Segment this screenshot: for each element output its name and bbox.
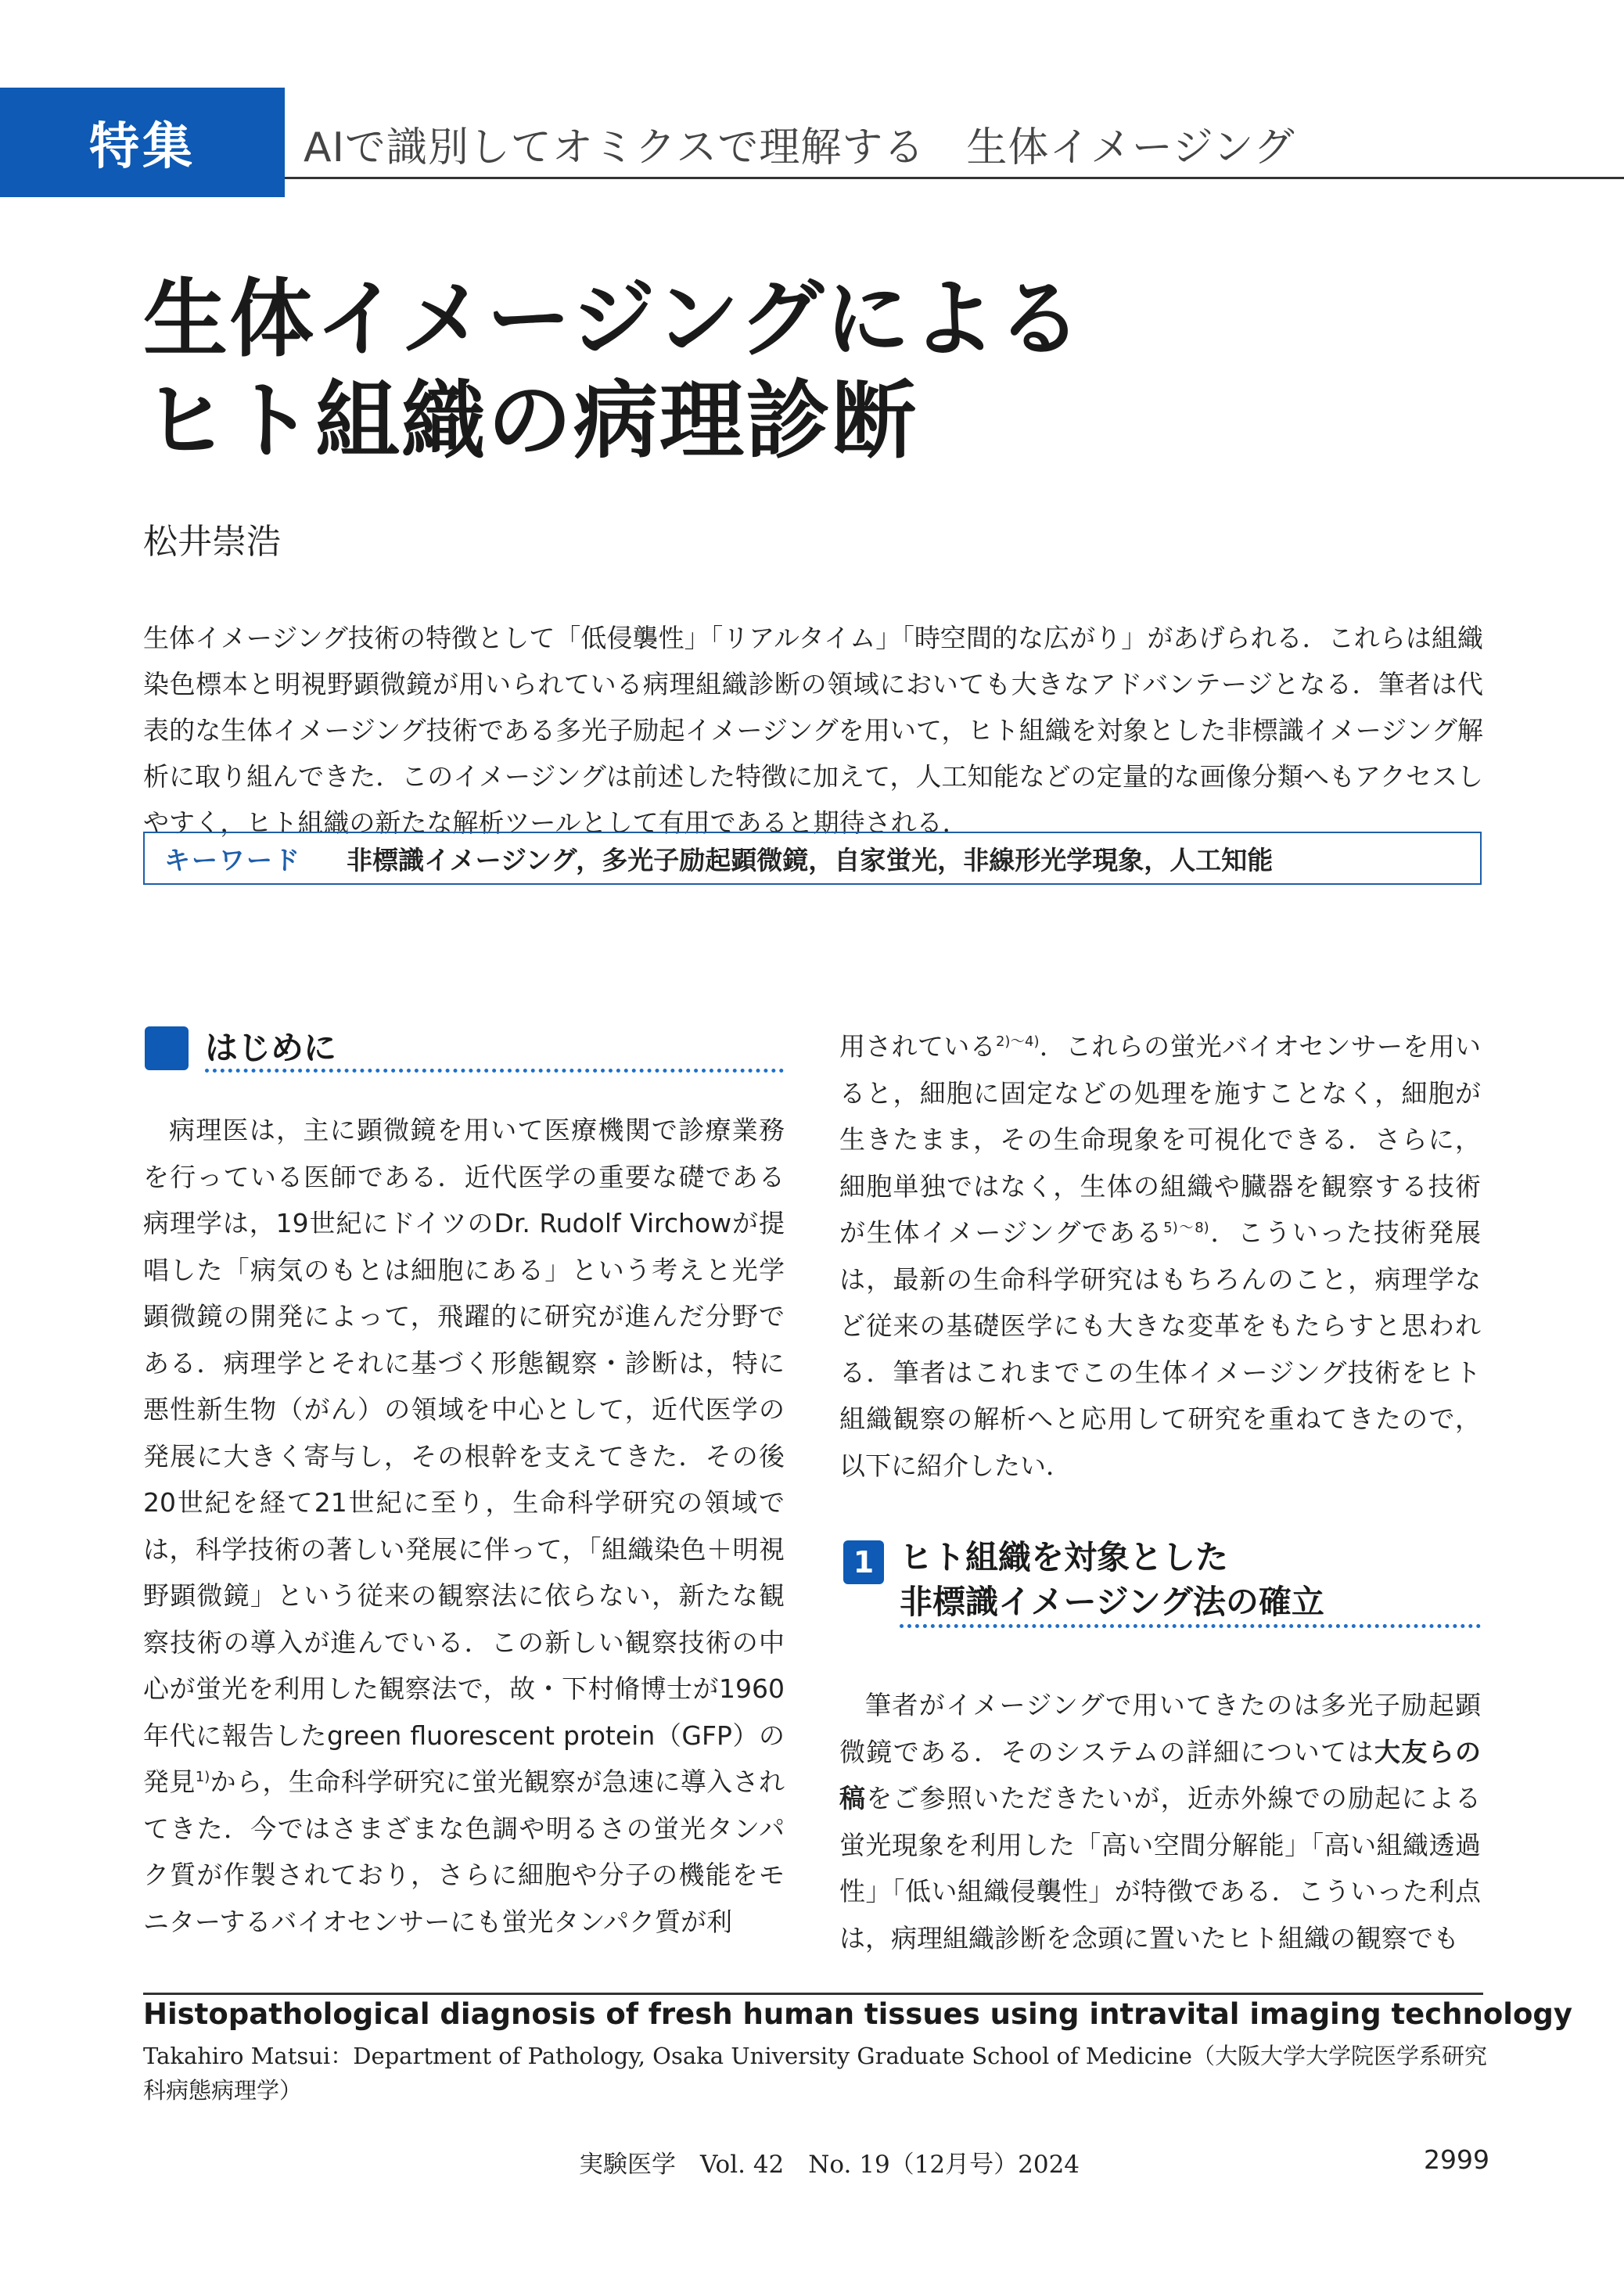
keywords-list: 非標識イメージング，多光子励起顕微鏡，自家蛍光，非線形光学現象，人工知能 bbox=[347, 845, 1274, 875]
article-title-line-2: ヒト組織の病理診断 bbox=[143, 372, 918, 470]
intro-text-b: から，生命科学研究に蛍光観察が急速に導入されてきた．今ではさまざまな色調や明るさの蛍光タンパク質が作製されており，さらに細胞や分子の機能をモニターするバイオセンサーにも蛍光タンパク質が利 bbox=[143, 1766, 785, 1937]
sec1-text-b: をご参照いただきたいが，近赤外線での励起による蛍光現象を利用した「高い空間分解能」「高い組織透過性」「低い組織侵襲性」が特徴である．こういった利点は，病理組織診断を念頭に置いたヒト組織の観察でも bbox=[839, 1783, 1482, 1953]
header-label: 特集 bbox=[89, 118, 196, 176]
ref-citation: 5)～8) bbox=[1163, 1220, 1209, 1236]
series-title: AIで識別してオミクスで理解する 生体イメージング bbox=[304, 124, 1295, 171]
page-number: 2999 bbox=[1424, 2144, 1489, 2175]
section-marker-square bbox=[145, 1026, 189, 1070]
section-1-paragraph bbox=[839, 1682, 1481, 1961]
ref-citation: 2)～4) bbox=[995, 1033, 1040, 1050]
intro-continued-paragraph bbox=[839, 1023, 1481, 1489]
author-name: 松井崇浩 bbox=[143, 522, 281, 562]
right-text-c: ．こういった技術発展は，最新の生命科学研究はもちろんのこと，病理学など従来の基礎医学にも大きな変革をもたらすと思われる．筆者はこれまでこの生体イメージング技術をヒト組織観察の解析へと応用して研究を重ねてきたので，以下に紹介したい． bbox=[839, 1217, 1482, 1481]
header-rule bbox=[285, 177, 1624, 179]
cross-reference-link: 大友らの稿 bbox=[839, 1736, 1481, 1813]
section-title-1-line-2: 非標識イメージング法の確立 bbox=[900, 1583, 1324, 1621]
article-title-line-1: 生体イメージングによる bbox=[143, 271, 1083, 368]
footer-rule bbox=[143, 1993, 1483, 1995]
section-title-intro: はじめに bbox=[205, 1029, 337, 1067]
author-affiliation: Takahiro Matsui：Department of Pathology, Osaka University Graduate School of Medicine（大阪大学大学院医学系研究科病態病理学） bbox=[143, 2043, 1487, 2104]
ref-citation: 1) bbox=[195, 1769, 210, 1785]
section-dotted-underline bbox=[900, 1624, 1481, 1628]
right-text-a: 用されている bbox=[839, 1031, 996, 1062]
intro-text-a: 病理医は，主に顕微鏡を用いて医療機関で診療業務を行っている医師である．近代医学の重要な礎である病理学は，19世紀にドイツのDr. Rudolf Virchowが提唱した「病気のもとは細胞にある」という考えと光学顕微鏡の開発によって，飛躍的に研究が進んだ分野である．病理学とそれに基づく形態観察・診断は，特に悪性新生物（がん）の領域を中心として，近代医学の発展に大きく寄与し，その根幹を支えてきた．その後20世紀を経て21世紀に至り，生命科学研究の領域では，科学技術の著しい発展に伴って，「組織染色＋明視野顕微鏡」という従来の観察法に依らない，新たな観察技術の導入が進んでいる．この新しい観察技術の中心が蛍光を利用した観察法で，故・下村脩博士が1960年代に報告したgreen fluorescent protein（GFP）の発見 bbox=[143, 1115, 785, 1797]
intro-paragraph bbox=[143, 1107, 785, 1945]
section-dotted-underline bbox=[205, 1069, 784, 1073]
section-title-1 bbox=[900, 1535, 1324, 1624]
english-title: Histopathological diagnosis of fresh human tissues using intravital imaging technology bbox=[143, 1997, 1572, 2031]
sec1-text-a: 筆者がイメージングで用いてきたのは多光子励起顕微鏡である．そのシステムの詳細については bbox=[839, 1690, 1481, 1767]
abstract: 生体イメージング技術の特徴として「低侵襲性」「リアルタイム」「時空間的な広がり」があげられる．これらは組織染色標本と明視野顕微鏡が用いられている病理組織診断の領域においても大きなアドバンテージとなる．筆者は代表的な生体イメージング技術である多光子励起イメージングを用いて，ヒト組織を対象とした非標識イメージング解析に取り組んできた．このイメージングは前述した特徴に加えて，人工知能などの定量的な画像分類へもアクセスしやすく，ヒト組織の新たな解析ツールとして有用であると期待される． bbox=[143, 623, 1483, 838]
section-number-badge: 1 bbox=[843, 1540, 884, 1584]
article-title bbox=[143, 269, 1551, 473]
journal-info: 実験医学 Vol. 42 No. 19（12月号）2024 bbox=[579, 2151, 1080, 2179]
section-title-1-line-1: ヒト組織を対象とした bbox=[900, 1538, 1229, 1576]
keywords-label: キーワード bbox=[164, 845, 301, 875]
right-text-b: ．これらの蛍光バイオセンサーを用いると，細胞に固定などの処理を施すことなく，細胞が生きたまま，その生命現象を可視化できる．さらに，細胞単独ではなく，生体の組織や臓器を観察する技術が生体イメージングである bbox=[839, 1031, 1482, 1248]
